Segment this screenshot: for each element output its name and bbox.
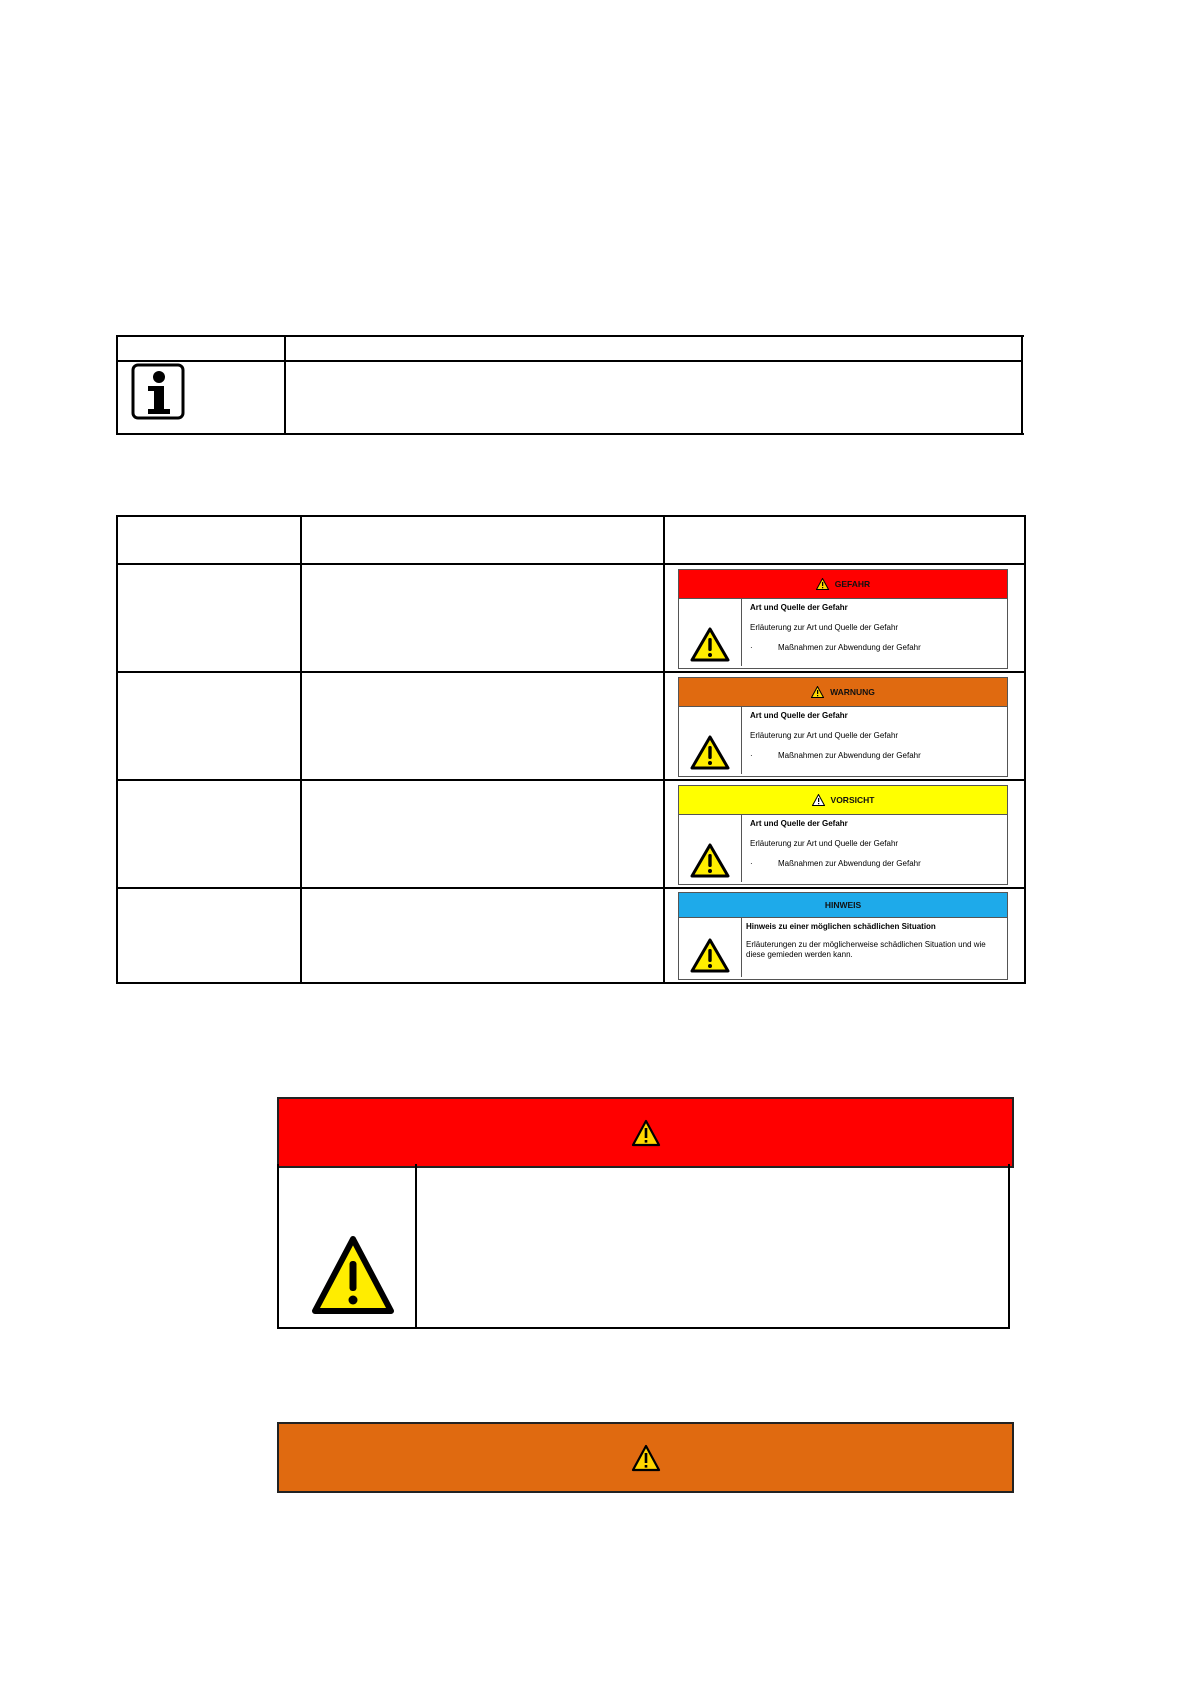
- sample-caution-measure: Maßnahmen zur Abwendung der Gefahr: [778, 859, 921, 868]
- warning-triangle-icon: [631, 1444, 661, 1472]
- sample-danger-label: GEFAHR: [834, 579, 871, 589]
- sample-caution-title: Art und Quelle der Gefahr: [750, 819, 848, 828]
- sample-caution-desc: Erläuterung zur Art und Quelle der Gefahr: [750, 839, 899, 848]
- sample-notice-desc: Erläuterungen zu der möglicherweise schädlichen Situation und wie diese gemieden werden kann.: [746, 940, 986, 959]
- warning-triangle-icon: [690, 938, 730, 973]
- danger-panel-header: [277, 1097, 1014, 1168]
- warning-triangle-icon: [811, 686, 824, 698]
- warning-triangle-icon: [690, 843, 730, 878]
- sample-caution-header: [679, 786, 1007, 815]
- sample-warning-title: Art und Quelle der Gefahr: [750, 711, 848, 720]
- warning-triangle-icon: [631, 1119, 661, 1147]
- sample-notice-title: Hinweis zu einer möglichen schädlichen Situation: [746, 922, 936, 931]
- sample-danger-title: Art und Quelle der Gefahr: [750, 603, 848, 612]
- sample-notice-box: [678, 892, 1008, 980]
- sample-danger-measure: Maßnahmen zur Abwendung der Gefahr: [778, 643, 921, 652]
- sample-caution-bullet: ·: [750, 859, 753, 868]
- sample-warning-measure: Maßnahmen zur Abwendung der Gefahr: [778, 751, 921, 760]
- sample-notice-header: [679, 893, 1007, 918]
- sample-danger-desc: Erläuterung zur Art und Quelle der Gefahr: [750, 623, 899, 632]
- sample-warning-header: [679, 678, 1007, 707]
- info-icon: [131, 363, 185, 420]
- sample-warning-desc: Erläuterung zur Art und Quelle der Gefahr: [750, 731, 899, 740]
- warning-triangle-icon: [311, 1235, 395, 1315]
- warning-panel-header: [277, 1422, 1014, 1493]
- warning-triangle-icon: [812, 794, 825, 806]
- warning-triangle-icon: [816, 578, 829, 590]
- sample-danger-bullet: ·: [750, 643, 753, 652]
- sample-warning-box: [678, 677, 1008, 777]
- sample-danger-header: [679, 570, 1007, 599]
- sample-caution-box: [678, 785, 1008, 885]
- warning-triangle-icon: [690, 627, 730, 662]
- sample-caution-label: VORSICHT: [830, 795, 875, 805]
- warning-triangle-icon: [690, 735, 730, 770]
- sample-warning-label: WARNUNG: [830, 687, 875, 697]
- sample-danger-box: [678, 569, 1008, 669]
- sample-warning-bullet: ·: [750, 751, 753, 760]
- sample-notice-label: HINWEIS: [824, 900, 862, 910]
